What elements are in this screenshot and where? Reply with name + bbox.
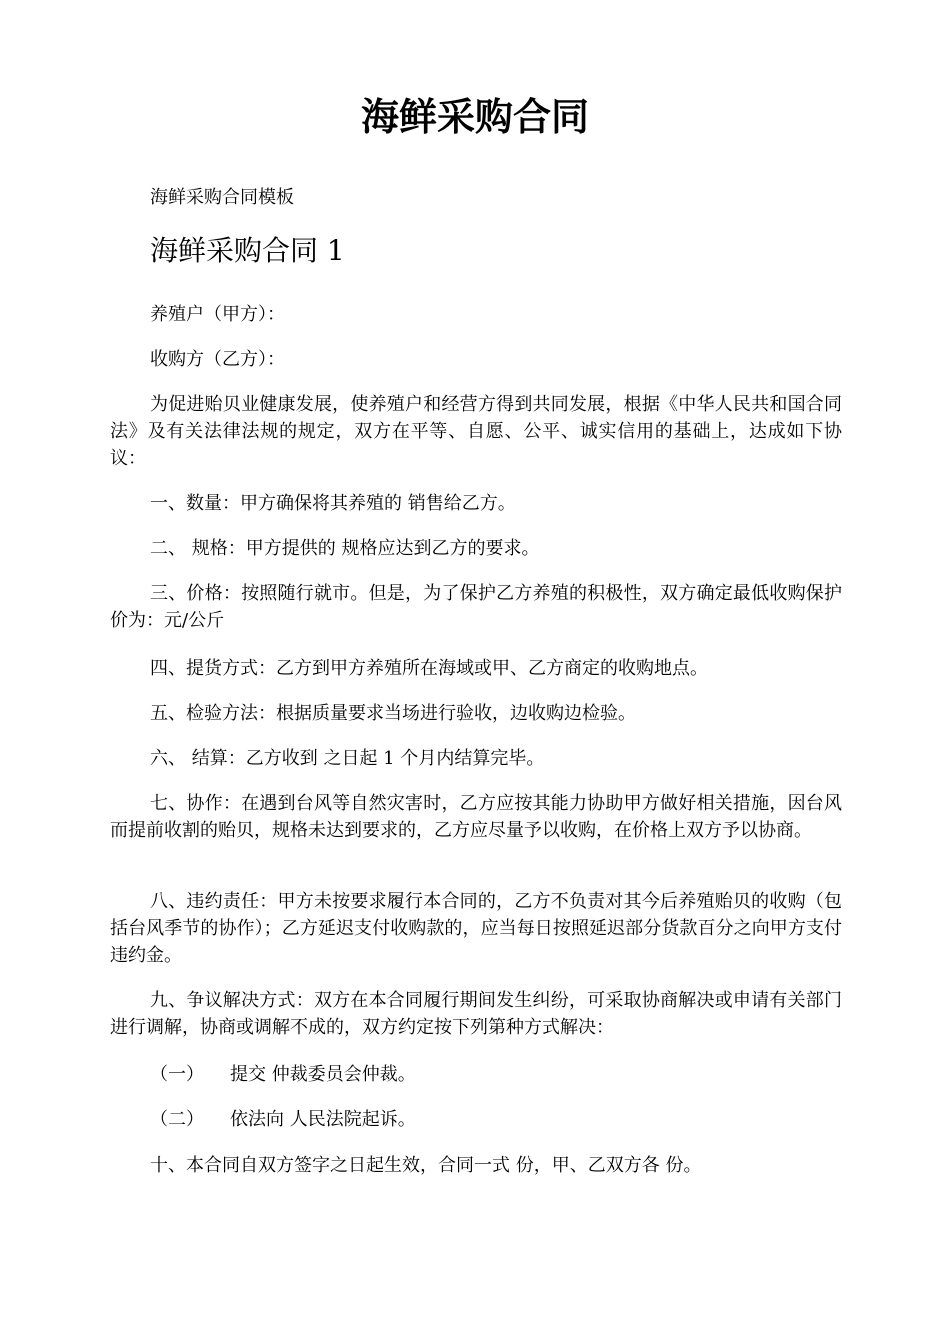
- sub-item-number: （二）: [150, 1109, 204, 1130]
- template-label: 海鲜采购合同模板: [150, 187, 294, 208]
- clause-5: 五、检验方法：根据质量要求当场进行验收，边收购边检验。: [150, 703, 636, 724]
- sub-item-text: 依法向 人民法院起诉。: [230, 1109, 416, 1130]
- clause-4: 四、提货方式：乙方到甲方养殖所在海域或甲、乙方商定的收购地点。: [150, 658, 708, 679]
- clause-9: 九、争议解决方式：双方在本合同履行期间发生纠纷，可采取协商解决或申请有关部门进行调解，协商或调解不成的，双方约定按下列第种方式解决：: [110, 990, 842, 1038]
- sub-item-2: [150, 1106, 416, 1133]
- party-a-line: 养殖户（甲方）：: [150, 304, 285, 325]
- clause-2: 二、 规格：甲方提供的 规格应达到乙方的要求。: [150, 538, 540, 559]
- clause-1: 一、数量：甲方确保将其养殖的 销售给乙方。: [150, 493, 516, 514]
- clause-6: 六、 结算：乙方收到 之日起 1 个月内结算完毕。: [150, 748, 545, 769]
- clause-3: 三、价格：按照随行就市。但是，为了保护乙方养殖的积极性，双方确定最低收购保护价为：元/公斤: [110, 583, 842, 631]
- party-b-line: 收购方（乙方）：: [150, 349, 285, 370]
- sub-item-number: （一）: [150, 1064, 204, 1085]
- clause-8: 八、违约责任：甲方未按要求履行本合同的，乙方不负责对其今后养殖贻贝的收购（包括台风季节的协作）；乙方延迟支付收购款的，应当每日按照延迟部分货款百分之向甲方支付违约金。: [110, 891, 842, 966]
- clause-7: 七、协作：在遇到台风等自然灾害时，乙方应按其能力协助甲方做好相关措施，因台风而提前收割的贻贝，规格未达到要求的，乙方应尽量予以收购，在价格上双方予以协商。: [110, 793, 842, 841]
- preamble-paragraph: 为促进贻贝业健康发展，使养殖户和经营方得到共同发展，根据《中华人民共和国合同法》及有关法律法规的规定，双方在平等、自愿、公平、诚实信用的基础上，达成如下协议：: [110, 394, 842, 469]
- section-heading: 海鲜采购合同 1: [150, 234, 345, 267]
- sub-item-1: [150, 1061, 416, 1088]
- sub-item-text: 提交 仲裁委员会仲裁。: [230, 1064, 416, 1085]
- document-title: 海鲜采购合同: [360, 94, 589, 139]
- final-clause: 十、本合同自双方签字之日起生效，合同一式 份，甲、乙双方各 份。: [150, 1155, 702, 1176]
